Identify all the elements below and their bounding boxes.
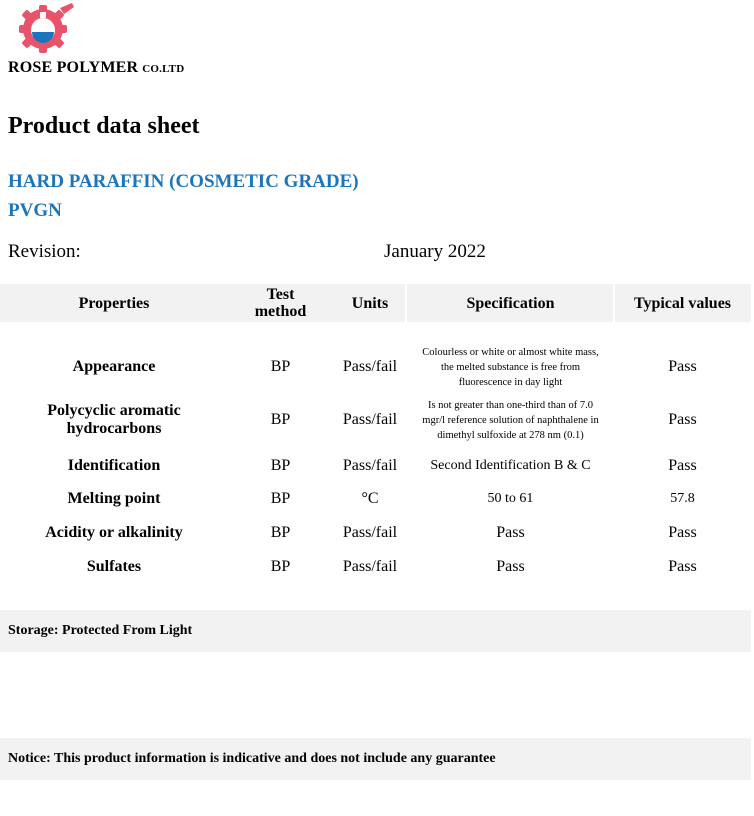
revision-label: Revision: bbox=[8, 241, 81, 262]
header-specification: Specification bbox=[466, 294, 555, 312]
unit: Pass/fail bbox=[342, 558, 398, 575]
unit: Pass/fail bbox=[342, 411, 398, 428]
product-code: PVGN bbox=[8, 200, 62, 221]
company-suffix: CO.LTD bbox=[142, 63, 185, 75]
unit: Pass/fail bbox=[342, 457, 398, 474]
product-name: HARD PARAFFIN (COSMETIC GRADE) bbox=[8, 171, 359, 192]
property-name: Polycyclic aromatic hydrocarbons bbox=[47, 402, 181, 437]
header-properties: Properties bbox=[78, 294, 150, 312]
table-row bbox=[0, 520, 751, 546]
table-row bbox=[0, 486, 751, 512]
table-row bbox=[0, 340, 751, 394]
test-method: BP bbox=[270, 411, 291, 428]
test-method: BP bbox=[270, 457, 291, 474]
property-name: Melting point bbox=[67, 490, 161, 507]
header-divider bbox=[405, 284, 407, 322]
unit: Pass/fail bbox=[342, 358, 398, 375]
table-row bbox=[0, 453, 751, 479]
property-name: Appearance bbox=[72, 358, 156, 375]
header-units: Units bbox=[351, 294, 389, 312]
specification: Pass bbox=[496, 558, 525, 575]
typical-value: Pass bbox=[668, 358, 697, 375]
property-name: Acidity or alkalinity bbox=[45, 524, 183, 541]
flask-gear-logo-icon bbox=[14, 2, 76, 54]
company-name-text: ROSE POLYMER bbox=[8, 59, 139, 76]
specification: Is not greater than one-third than of 7.0 mgr/l reference solution of naphthalene in dimethyl sulfoxide at 278 nm (0.1) bbox=[422, 399, 599, 441]
unit: Pass/fail bbox=[342, 524, 398, 541]
table-header bbox=[0, 284, 751, 322]
notice-band bbox=[0, 738, 751, 780]
specification: Pass bbox=[496, 524, 525, 541]
typical-value: 57.8 bbox=[670, 491, 695, 506]
typical-value: Pass bbox=[668, 558, 697, 575]
company-name bbox=[8, 59, 184, 77]
header-divider bbox=[613, 284, 615, 322]
typical-value: Pass bbox=[668, 411, 697, 428]
unit: °C bbox=[361, 490, 379, 507]
test-method: BP bbox=[270, 490, 291, 507]
header-test-method: Test method bbox=[254, 286, 307, 320]
test-method: BP bbox=[270, 558, 291, 575]
specification: 50 to 61 bbox=[487, 491, 534, 506]
property-name: Identification bbox=[67, 457, 161, 474]
specification: Colourless or white or almost white mass, the melted substance is free from fluorescence in day light bbox=[422, 346, 599, 388]
table-row bbox=[0, 554, 751, 580]
page-title: Product data sheet bbox=[8, 113, 200, 139]
header-typical-values: Typical values bbox=[633, 294, 732, 312]
storage-band bbox=[0, 610, 751, 652]
test-method: BP bbox=[270, 358, 291, 375]
typical-value: Pass bbox=[668, 524, 697, 541]
notice-text: Notice: This product information is indicative and does not include any guarantee bbox=[8, 751, 496, 766]
specification: Second Identification B & C bbox=[430, 458, 591, 473]
test-method: BP bbox=[270, 524, 291, 541]
table-row bbox=[0, 396, 751, 444]
property-name: Sulfates bbox=[86, 558, 142, 575]
typical-value: Pass bbox=[668, 457, 697, 474]
storage-note: Storage: Protected From Light bbox=[8, 623, 193, 638]
revision-date: January 2022 bbox=[384, 241, 486, 262]
